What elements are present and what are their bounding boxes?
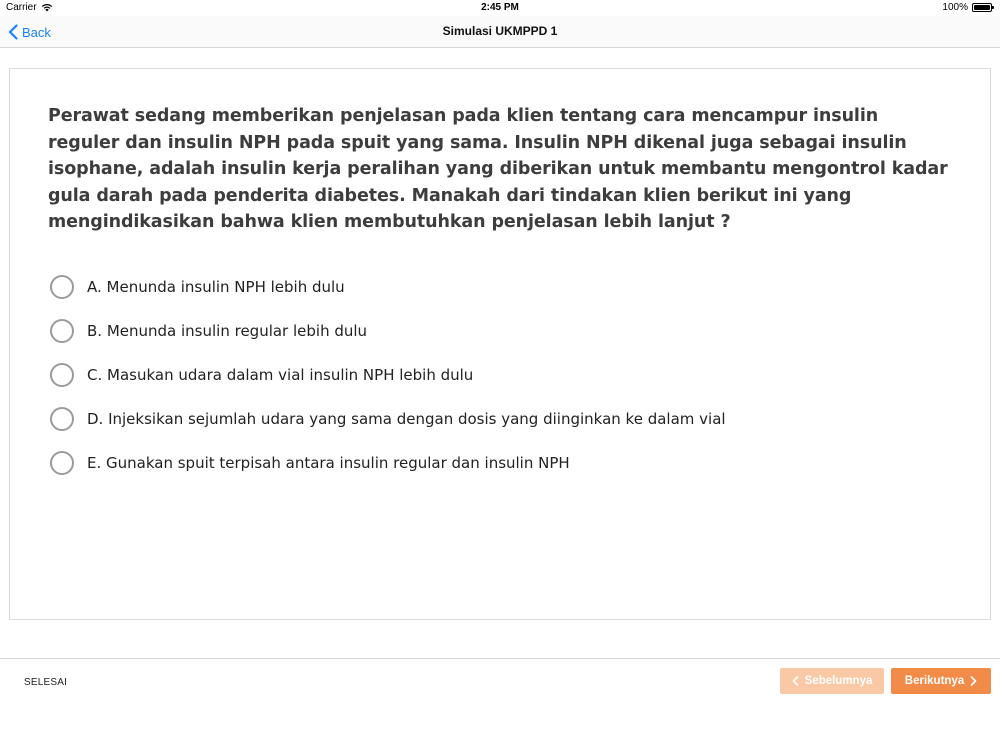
status-right bbox=[942, 2, 992, 13]
footer-bar bbox=[0, 658, 1000, 750]
previous-label: Sebelumnya bbox=[804, 675, 873, 687]
radio-button[interactable] bbox=[50, 363, 74, 387]
option-label: A. Menunda insulin NPH lebih dulu bbox=[87, 278, 345, 296]
status-time: 2:45 PM bbox=[481, 2, 519, 13]
option-label: B. Menunda insulin regular lebih dulu bbox=[87, 322, 368, 340]
next-label: Berikutnya bbox=[904, 675, 965, 687]
option-label: C. Masukan udara dalam vial insulin NPH lebih dulu bbox=[87, 366, 474, 384]
finish-button[interactable]: SELESAI bbox=[24, 677, 68, 688]
question-card bbox=[9, 68, 991, 620]
radio-button[interactable] bbox=[50, 451, 74, 475]
carrier-label: Carrier bbox=[6, 2, 37, 13]
chevron-left-icon bbox=[792, 676, 799, 686]
navigation-bar bbox=[0, 16, 1000, 48]
option-label: D. Injeksikan sejumlah udara yang sama dengan dosis yang diinginkan ke dalam vial bbox=[87, 410, 726, 428]
next-button[interactable] bbox=[891, 668, 991, 694]
option-c[interactable] bbox=[50, 353, 950, 397]
battery-percent: 100% bbox=[942, 2, 968, 13]
answer-options bbox=[50, 265, 950, 485]
option-b[interactable] bbox=[50, 309, 950, 353]
chevron-right-icon bbox=[970, 676, 977, 686]
radio-button[interactable] bbox=[50, 275, 74, 299]
back-label: Back bbox=[22, 24, 51, 40]
previous-button[interactable] bbox=[780, 668, 884, 694]
option-d[interactable] bbox=[50, 397, 950, 441]
battery-icon bbox=[972, 3, 992, 12]
page-title: Simulasi UKMPPD 1 bbox=[442, 24, 558, 38]
question-text: Perawat sedang memberikan penjelasan pada klien tentang cara mencampur insulin reguler dan insulin NPH pada spuit yang sama. Insulin NPH dikenal juga sebagai insulin isophane, adalah insulin kerja peralihan yang diberikan untuk membantu mengontrol kadar gula darah pada penderita diabetes. Manakah dari tindakan klien berikut ini yang mengindikasikan bahwa klien membutuhkan penjelasan lebih lanjut ? bbox=[48, 106, 948, 232]
option-a[interactable] bbox=[50, 265, 950, 309]
option-e[interactable] bbox=[50, 441, 950, 485]
radio-button[interactable] bbox=[50, 407, 74, 431]
option-label: E. Gunakan spuit terpisah antara insulin regular dan insulin NPH bbox=[87, 454, 570, 472]
status-bar bbox=[0, 0, 1000, 16]
radio-button[interactable] bbox=[50, 319, 74, 343]
